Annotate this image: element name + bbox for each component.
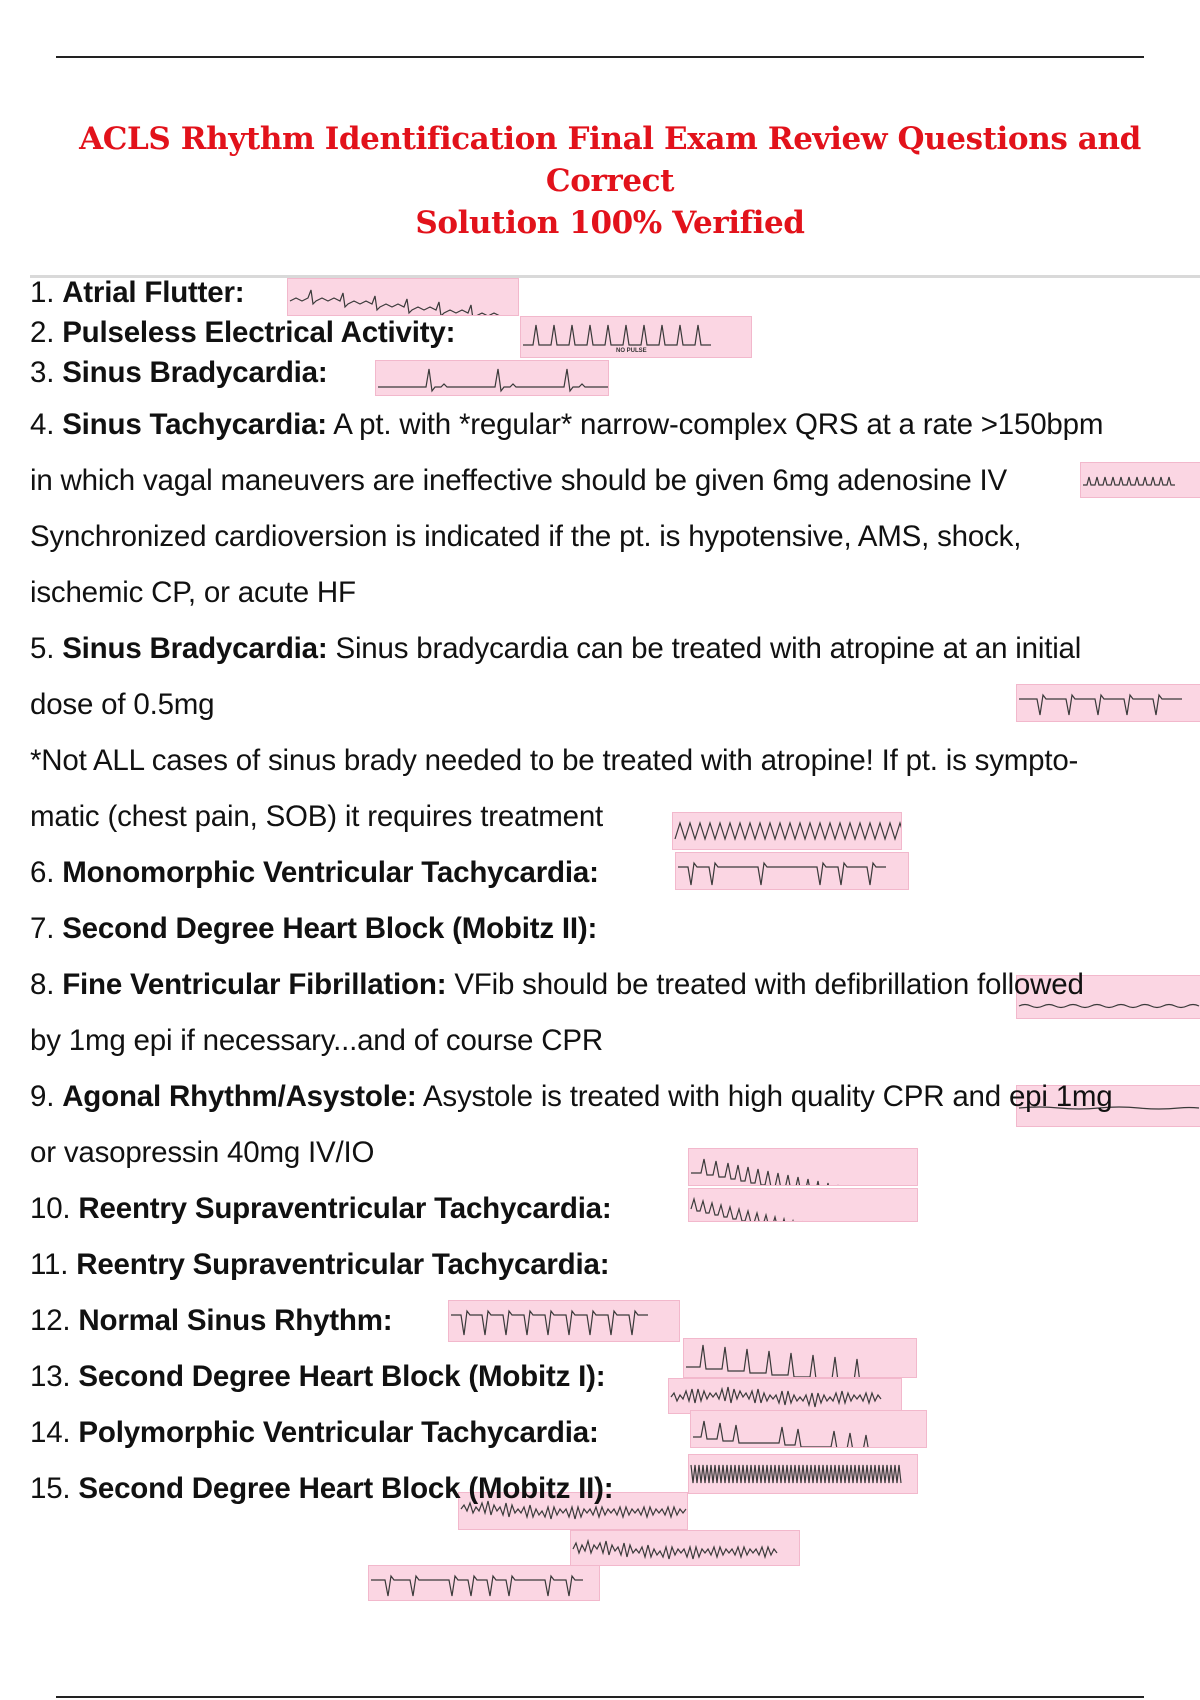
ecg-strip-extra-1 — [688, 1454, 918, 1494]
item-label: Sinus Bradycardia: — [62, 632, 328, 665]
list-item-9 — [30, 1080, 1113, 1114]
item-number: 4. — [30, 408, 55, 441]
item-number: 6. — [30, 856, 55, 889]
list-item-4-cont-2: Synchronized cardioversion is indicated if the pt. is hypotensive, AMS, shock, — [30, 520, 1022, 553]
item-label: Agonal Rhythm/Asystole: — [62, 1080, 417, 1113]
document-title — [40, 118, 1180, 244]
ecg-strip-sinus-brady-2 — [1016, 684, 1200, 722]
ecg-strip-mobitz-2-a — [675, 852, 909, 890]
item-text: A pt. with *regular* narrow-complex QRS at a rate >150bpm — [326, 408, 1104, 441]
item-label: Second Degree Heart Block (Mobitz I): — [78, 1360, 606, 1393]
item-label: Second Degree Heart Block (Mobitz II): — [62, 912, 598, 945]
list-item-5-cont-2: *Not ALL cases of sinus brady needed to be treated with atropine! If pt. is sympto- — [30, 744, 1079, 777]
item-label: Monomorphic Ventricular Tachycardia: — [62, 856, 599, 889]
item-number: 11. — [30, 1248, 69, 1281]
item-number: 14. — [30, 1416, 71, 1449]
item-number: 10. — [30, 1192, 71, 1225]
bottom-rule — [56, 1696, 1144, 1698]
ecg-strip-mobitz-2-b — [690, 1410, 927, 1448]
item-label: Atrial Flutter: — [62, 276, 245, 309]
list-item-8-cont-1: by 1mg epi if necessary...and of course CPR — [30, 1024, 603, 1057]
item-label: Normal Sinus Rhythm: — [78, 1304, 393, 1337]
item-label: Reentry Supraventricular Tachycardia: — [78, 1192, 612, 1225]
ecg-strip-vtach-mono — [672, 812, 902, 850]
list-item-8 — [30, 968, 1084, 1002]
list-item-7 — [30, 912, 597, 946]
list-item-4-cont-1: in which vagal maneuvers are ineffective should be given 6mg adenosine IV — [30, 464, 1007, 497]
item-number: 5. — [30, 632, 55, 665]
ecg-strip-pea — [520, 316, 752, 358]
ecg-strip-extra-3 — [570, 1530, 800, 1566]
item-label: Sinus Tachycardia: — [62, 408, 327, 441]
ecg-strip-sinus-brady-1 — [375, 360, 609, 396]
ecg-strip-sinus-tachy — [1080, 462, 1200, 498]
list-item-13 — [30, 1360, 605, 1394]
item-number: 7. — [30, 912, 55, 945]
list-item-1 — [30, 276, 244, 310]
list-item-6 — [30, 856, 599, 890]
list-item-11 — [30, 1248, 609, 1282]
ecg-strip-mobitz-1 — [683, 1338, 917, 1378]
item-text: Asystole is treated with high quality CPR and epi 1mg — [416, 1080, 1113, 1113]
list-item-10 — [30, 1192, 612, 1226]
list-item-5 — [30, 632, 1081, 666]
title-line-1: ACLS Rhythm Identification Final Exam Review Questions and Correct — [79, 121, 1141, 199]
item-number: 2. — [30, 316, 55, 349]
strip-caption-no-pulse: NO PULSE — [616, 348, 647, 354]
ecg-strip-nsr — [448, 1300, 680, 1342]
ecg-strip-svt-1 — [688, 1148, 918, 1186]
item-number: 8. — [30, 968, 55, 1001]
ecg-strip-extra-4 — [368, 1565, 600, 1601]
title-line-2: Solution 100% Verified — [415, 205, 805, 241]
ecg-strip-polymorphic-vt — [668, 1378, 902, 1414]
list-item-15 — [30, 1472, 613, 1506]
item-number: 15. — [30, 1472, 71, 1505]
item-label: Fine Ventricular Fibrillation: — [62, 968, 447, 1001]
item-number: 1. — [30, 276, 55, 309]
item-label: Pulseless Electrical Activity: — [62, 316, 456, 349]
item-label: Sinus Bradycardia: — [62, 356, 328, 389]
list-item-4-cont-3: ischemic CP, or acute HF — [30, 576, 356, 609]
ecg-strip-atrial-flutter — [287, 278, 519, 316]
item-number: 3. — [30, 356, 55, 389]
list-item-12 — [30, 1304, 392, 1338]
list-item-4 — [30, 408, 1103, 442]
item-number: 13. — [30, 1360, 71, 1393]
item-number: 12. — [30, 1304, 71, 1337]
list-item-5-cont-1: dose of 0.5mg — [30, 688, 215, 721]
item-text: VFib should be treated with defibrillation followed — [446, 968, 1084, 1001]
item-label: Polymorphic Ventricular Tachycardia: — [78, 1416, 599, 1449]
list-item-14 — [30, 1416, 599, 1450]
list-item-5-cont-3: matic (chest pain, SOB) it requires treatment — [30, 800, 604, 833]
list-item-9-cont-1: or vasopressin 40mg IV/IO — [30, 1136, 375, 1169]
top-rule — [56, 56, 1144, 58]
list-item-2 — [30, 316, 455, 350]
item-number: 9. — [30, 1080, 55, 1113]
item-text: Sinus bradycardia can be treated with atropine at an initial — [327, 632, 1082, 665]
item-label: Reentry Supraventricular Tachycardia: — [76, 1248, 610, 1281]
item-label: Second Degree Heart Block (Mobitz II): — [78, 1472, 614, 1505]
list-item-3 — [30, 356, 327, 390]
ecg-strip-svt-2 — [688, 1188, 918, 1222]
